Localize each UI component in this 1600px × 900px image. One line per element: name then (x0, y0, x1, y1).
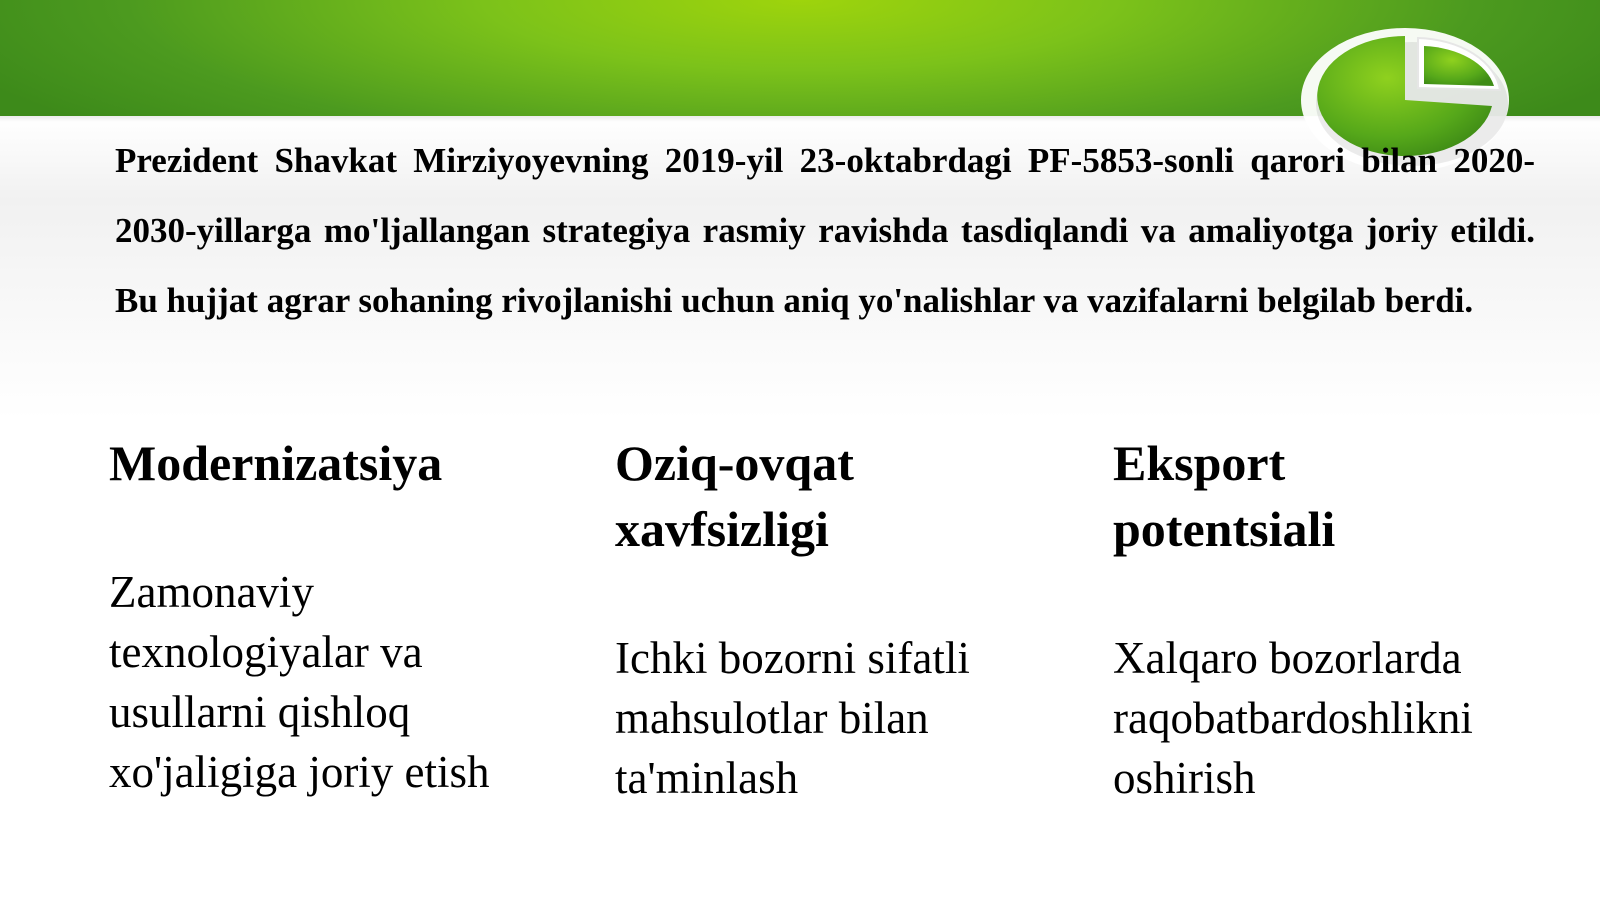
column-body: Zamonaviy texnologiyalar va usullarni qishloq xo'jaligiga joriy etish (109, 567, 490, 797)
column-body: Ichki bozorni sifatli mahsulotlar bilan ta'minlash (615, 633, 970, 803)
column-food-security (615, 430, 1085, 808)
intro-paragraph: Prezident Shavkat Mirziyoyevning 2019-yil 23-oktabrdagi PF-5853-sonli qarori bilan 2020-2030-yillarga mo'ljallangan strategiya rasmiy ravishda tasdiqlandi va amaliyotga joriy etildi. Bu hujjat agrar sohaning rivojlanishi uchun aniq yo'nalishlar va vazifalarni belgilab berdi. (115, 141, 1535, 320)
column-title: Eksport potentsiali (1113, 435, 1336, 557)
column-modernization (109, 430, 579, 802)
column-body: Xalqaro bozorlarda raqobatbardoshlikni oshirish (1113, 633, 1473, 803)
column-title: Oziq-ovqat xavfsizligi (615, 435, 854, 557)
column-export-potential (1113, 430, 1583, 808)
column-title: Modernizatsiya (109, 435, 443, 491)
